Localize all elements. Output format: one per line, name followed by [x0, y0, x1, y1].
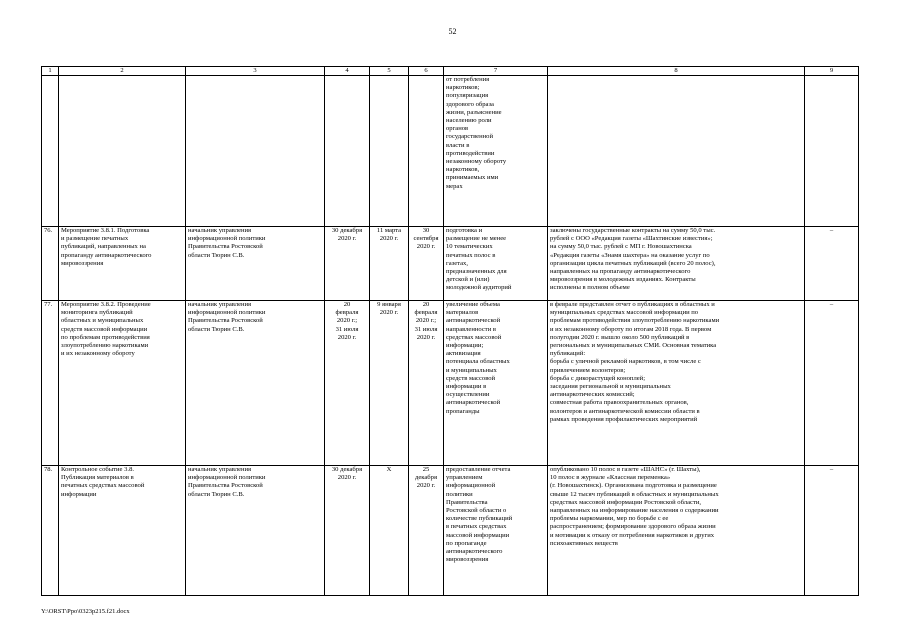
responsible-text: начальник управления информационной политики Правительства Ростовской области Тюрин С.В.	[188, 466, 266, 498]
start-date-cell	[370, 76, 409, 227]
row-number-cell	[42, 227, 59, 301]
expected-result-cell	[444, 301, 548, 466]
plan-date: 30 декабря 2020 г.	[331, 227, 363, 243]
row-number: 77.	[44, 301, 53, 308]
actual-result-cell	[548, 227, 805, 301]
actual-result: опубликовано 10 полос в газете «ШАНС» (г. Шахты), 10 полос в журнале «Классная переменка» (г. Новошахтинск). Организована подготовка и размещение свыше 12 тысяч публикаций в областных и муниципальных средствах массовой информации Ростовской области, направленных на информирование населения о содержании проблемы наркомании, мер по борьбе с ее распространением; формирование здорового образа жизни и мотивации к отказу от потребления наркотиков и других психоактивных веществ	[550, 466, 719, 547]
responsible-cell	[186, 227, 325, 301]
column-header: 9	[805, 67, 859, 76]
actual-result: в феврале представлен отчет о публикациях в областных и муниципальных средствах массовой информации по проблемам противодействия злоупотреблению наркотиками и их незаконному обороту по итогам 2018 года. В первом полугодии 2020 г. вышло около 500 публикаций в региональных и муниципальных СМИ. Основная тематика публикаций: борьба с уличной рекламой наркотиков, в том числе с привлечением волонтеров; борьба с дикорастущей коноплей; заседания региональной и муниципальных антинаркотических комиссий; совместная работа правоохранительных органов, волонтеров и антинаркотической комиссии области в рамках проведения профилактических мероприятий	[550, 301, 720, 423]
start-date-cell	[370, 466, 409, 596]
actual-result-cell	[548, 301, 805, 466]
column-header: 7	[444, 67, 548, 76]
event-cell	[59, 466, 186, 596]
note-cell	[805, 466, 859, 596]
expected-result-cell	[444, 227, 548, 301]
responsible-cell	[186, 301, 325, 466]
end-date-cell	[409, 466, 444, 596]
responsible-cell	[186, 76, 325, 227]
expected-result: от потребления наркотиков; популяризация здорового образа жизни, разъяснение населению роли органов государственной власти в противодействии незаконному обороту наркотиков, принимаемых ими мерах	[446, 76, 507, 190]
table-row	[42, 301, 859, 466]
plan-date-cell	[325, 301, 370, 466]
note-cell	[805, 301, 859, 466]
event-text: Мероприятие 3.8.1. Подготовка и размещение печатных публикаций, направленных на пропаганду антинаркотического мировоззрения	[61, 227, 152, 267]
header-row	[42, 67, 859, 76]
actual-result: заключены государственные контракты на сумму 50,0 тыс. рублей с ООО «Редакция газеты «Шахтинские известия»; на сумму 50,0 тыс. рублей с МП г. Новошахтинска «Редакция газеты «Знамя шахтера» на оказание услуг по организации цикла печатных публикаций (всего 20 полос), направленных на пропаганду антинаркотического мировоззрения в молодежных изданиях. Контракты исполнены в полном объеме	[550, 227, 716, 292]
note-cell	[805, 227, 859, 301]
responsible-cell	[186, 466, 325, 596]
end-date: 30 сентября 2020 г.	[413, 227, 439, 251]
report-table	[41, 66, 859, 596]
end-date-cell	[409, 76, 444, 227]
end-date: 20 февраля 2020 г.; 31 июля 2020 г.	[414, 301, 438, 341]
expected-result-cell	[444, 466, 548, 596]
column-header: 6	[409, 67, 444, 76]
actual-result-cell	[548, 76, 805, 227]
row-number: 78.	[44, 466, 53, 473]
start-date: 11 марта 2020 г.	[376, 227, 402, 243]
row-number-cell	[42, 466, 59, 596]
column-header: 5	[370, 67, 409, 76]
row-number-cell	[42, 301, 59, 466]
page-number: 52	[448, 27, 457, 36]
table-row	[42, 76, 859, 227]
responsible-text: начальник управления информационной политики Правительства Ростовской области Тюрин С.В.	[188, 301, 266, 333]
actual-result-cell	[548, 466, 805, 596]
end-date-cell	[409, 301, 444, 466]
file-path-footer: Y:\ORST\Ppo\0323p215.f21.docx	[41, 608, 130, 615]
plan-date: 30 декабря 2020 г.	[331, 466, 363, 482]
note: –	[829, 227, 834, 234]
plan-date: 20 февраля 2020 г.; 31 июля 2020 г.	[335, 301, 359, 341]
row-number-cell	[42, 76, 59, 227]
plan-date-cell	[325, 466, 370, 596]
column-header: 4	[325, 67, 370, 76]
start-date: Х	[386, 466, 392, 473]
start-date: 9 января 2020 г.	[377, 301, 401, 317]
event-text: Мероприятие 3.8.2. Проведение мониторинга публикаций областных и муниципальных средств массовой информации по проблемам противодействия злоупотреблению наркотиками и их незаконному обороту	[61, 301, 151, 358]
table-row	[42, 227, 859, 301]
note: –	[829, 301, 834, 308]
end-date-cell	[409, 227, 444, 301]
event-text: Контрольное событие 3.8. Публикация материалов в печатных средствах массовой информации	[61, 466, 145, 498]
table-row	[42, 466, 859, 596]
note: –	[829, 466, 834, 473]
expected-result: увеличение объема материалов антинаркотической направленности в средствах массовой информации; активизация потенциала областных и муниципальных средств массовой информации в осуществлении антинаркотической пропаганды	[446, 301, 510, 415]
event-cell	[59, 76, 186, 227]
event-cell	[59, 227, 186, 301]
start-date-cell	[370, 227, 409, 301]
column-header: 8	[548, 67, 805, 76]
plan-date-cell	[325, 76, 370, 227]
expected-result: предоставление отчета управлением информационной политики Правительства Ростовской области о количестве публикаций в печатных средствах массовой информации по пропаганде антинаркотического мировоззрения	[446, 466, 513, 564]
responsible-text: начальник управления информационной политики Правительства Ростовской области Тюрин С.В.	[188, 227, 266, 259]
column-header: 3	[186, 67, 325, 76]
note-cell	[805, 76, 859, 227]
start-date-cell	[370, 301, 409, 466]
plan-date-cell	[325, 227, 370, 301]
end-date: 25 декабря 2020 г.	[415, 466, 437, 490]
column-header: 1	[42, 67, 59, 76]
row-number: 76.	[44, 227, 53, 234]
expected-result: подготовка и размещение не менее 10 тематических печатных полос в газетах, предназначенных для детской и (или) молодежной аудиторий	[446, 227, 512, 292]
event-cell	[59, 301, 186, 466]
column-header: 2	[59, 67, 186, 76]
expected-result-cell	[444, 76, 548, 227]
